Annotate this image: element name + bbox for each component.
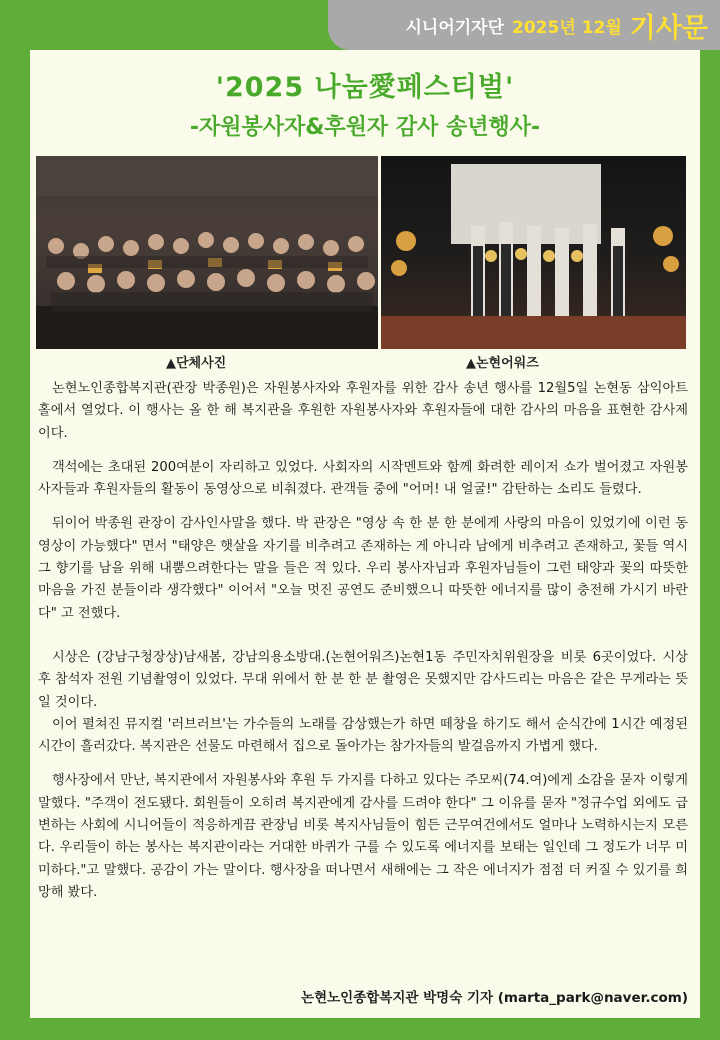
article-subtitle: -자원봉사자&후원자 감사 송년행사- [189,115,541,140]
header-tag: 기사문 [629,12,708,44]
group-photo [36,156,378,349]
award-photo-image [381,156,686,349]
header-label: 시니어기자단 [405,17,505,38]
article-paper [30,50,700,1018]
paragraph: 논현노인종합복지관(관장 박종원)은 자원봉사자와 후원자를 위한 감사 송년 행사를 12월5일 논현동 삼익아트홀에서 열었다. 이 행사는 올 한 해 복지관을 후원한 자원봉사자와 후원자들에 대한 감사의 마음을 표현한 감사제이다. [38,381,688,441]
byline: 논현노인종합복지관 박명숙 기자 (marta_park@naver.com) [301,990,688,1006]
paragraph: 시상은 (강남구청장상)남새봄, 강남의용소방대.(논현어워즈)논현1동 주민자치위원장을 비롯 6곳이었다. 시상 후 참석자 전원 기념촬영이 있었다. 무대 위에서 한 분 한 분 촬영은 못했지만 감사드리는 마음은 같은 무게라는 뜻일 것이다. [38,649,688,710]
group-photo-caption: ▲단체사진 [166,356,227,371]
article-body [38,378,688,904]
paragraph: 이어 펼쳐진 뮤지컬 '러브러브'는 가수들의 노래를 감상했는가 하면 떼창을 하기도 해서 순식간에 1시간 예정된 시간이 흘러갔다. 복지관은 선물도 마련해서 집으로 돌아가는 참가자들의 발걸음까지 가볍게 했다. [38,716,688,755]
group-photo-image [36,156,378,349]
header-date: 2025년 12월 [512,17,622,38]
header-tab [328,0,720,50]
paragraph: 행사장에서 만난, 복지관에서 자원봉사와 후원 두 가지를 다하고 있다는 주모씨(74.여)에게 소감을 묻자 이렇게 말했다. "주객이 전도됐다. 회원들이 오히려 복지관에게 감사를 드려야 한다" 그 이유를 묻자 "정규수업 외에도 급변하는 사회에 시니어들이 적응하게끔 관장님 비롯 복지사님들이 힘든 근무여건에서도 얼마나 노력하시는지 모른다. 우리들이 하는 봉사는 복지관이라는 거대한 바퀴가 구를 수 있도록 에너지를 보태는 일인데 그 정도가 너무 미미하다."고 말했다. 공감이 가는 말이다. 행사장을 떠나면서 새해에는 그 작은 에너지가 점점 더 커질 수 있기를 희망해 봤다. [38,773,688,900]
award-photo-caption: ▲논현어워즈 [466,356,539,371]
award-photo [381,156,686,349]
paragraph: 뒤이어 박종원 관장이 감사인사말을 했다. 박 관장은 "영상 속 한 분 한 분에게 사랑의 마음이 있었기에 이런 동영상이 가능했다" 면서 "태양은 햇살을 자기를 비추려고 존재하는 게 아니라 남에게 비추려고 존재하고, 꽃들 역시 그 향기를 남을 위해 내뿜으려한다는 말을 들은 적 있다. 우리 봉사자님과 후원자님들이 그런 태양과 꽃의 따뜻한 마음을 가진 분들이라 생각했다" 이어서 "오늘 멋진 공연도 준비했으니 따뜻한 에너지를 많이 충전해 가시기 바란다" 고 전했다. [38,516,688,621]
paragraph: 객석에는 초대된 200여분이 자리하고 있었다. 사회자의 시작멘트와 함께 화려한 레이저 쇼가 벌어졌고 자원봉사자들과 후원자들의 활동이 동영상으로 비춰졌다. 관객들 중에 "어머! 내 얼굴!" 감탄하는 소리도 들렸다. [38,459,688,498]
article-title: '2025 나눔愛페스티벌' [215,72,515,103]
